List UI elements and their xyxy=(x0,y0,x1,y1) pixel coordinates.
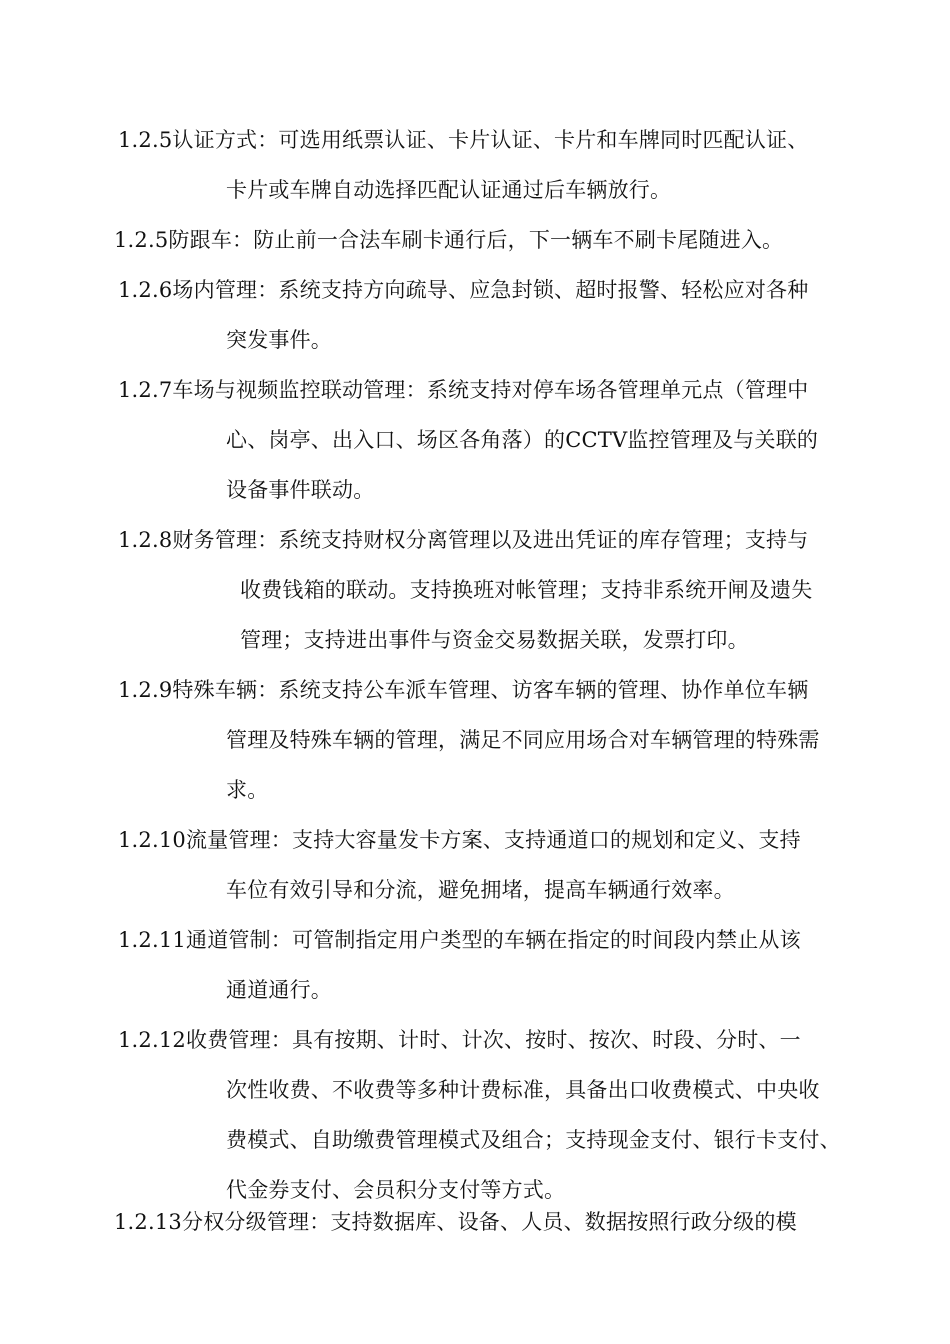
item-finance-line-2: 收费钱箱的联动。支持换班对帐管理；支持非系统开闸及遗失 xyxy=(240,578,813,602)
item-onsite-line-1: 1.2.6场内管理：系统支持方向疏导、应急封锁、超时报警、轻松应对各种 xyxy=(118,278,809,302)
item-finance-line-3: 管理；支持进出事件与资金交易数据关联，发票打印。 xyxy=(240,628,749,652)
item-tailgate-line-1: 1.2.5防跟车：防止前一合法车刷卡通行后，下一辆车不刷卡尾随进入。 xyxy=(114,228,784,252)
item-hierarchy-line-1: 1.2.13分权分级管理：支持数据库、设备、人员、数据按照行政分级的模 xyxy=(114,1210,797,1234)
item-auth-line-2: 卡片或车牌自动选择匹配认证通过后车辆放行。 xyxy=(226,178,672,202)
item-special-line-1: 1.2.9特殊车辆：系统支持公车派车管理、访客车辆的管理、协作单位车辆 xyxy=(118,678,809,702)
item-cctv-line-1: 1.2.7车场与视频监控联动管理：系统支持对停车场各管理单元点（管理中 xyxy=(118,378,809,402)
item-traffic-line-2: 车位有效引导和分流，避免拥堵，提高车辆通行效率。 xyxy=(226,878,735,902)
item-lane-line-2: 通道通行。 xyxy=(226,978,332,1002)
item-fee-line-3: 费模式、自助缴费管理模式及组合；支持现金支付、银行卡支付、 xyxy=(226,1128,841,1152)
item-fee-line-2: 次性收费、不收费等多种计费标准，具备出口收费模式、中央收 xyxy=(226,1078,820,1102)
item-finance-line-1: 1.2.8财务管理：系统支持财权分离管理以及进出凭证的库存管理；支持与 xyxy=(118,528,809,552)
item-fee-line-4: 代金券支付、会员积分支付等方式。 xyxy=(226,1178,566,1202)
item-auth-line-1: 1.2.5认证方式：可选用纸票认证、卡片认证、卡片和车牌同时匹配认证、 xyxy=(118,128,809,152)
item-fee-line-1: 1.2.12收费管理：具有按期、计时、计次、按时、按次、时段、分时、一 xyxy=(118,1028,801,1052)
item-traffic-line-1: 1.2.10流量管理：支持大容量发卡方案、支持通道口的规划和定义、支持 xyxy=(118,828,801,852)
item-cctv-line-2: 心、岗亭、出入口、场区各角落）的CCTV监控管理及与关联的 xyxy=(226,428,819,452)
item-onsite-line-2: 突发事件。 xyxy=(226,328,332,352)
item-special-line-3: 求。 xyxy=(226,778,269,802)
item-special-line-2: 管理及特殊车辆的管理，满足不同应用场合对车辆管理的特殊需 xyxy=(226,728,820,752)
item-cctv-line-3: 设备事件联动。 xyxy=(226,478,375,502)
item-lane-line-1: 1.2.11通道管制：可管制指定用户类型的车辆在指定的时间段内禁止从该 xyxy=(118,928,801,952)
